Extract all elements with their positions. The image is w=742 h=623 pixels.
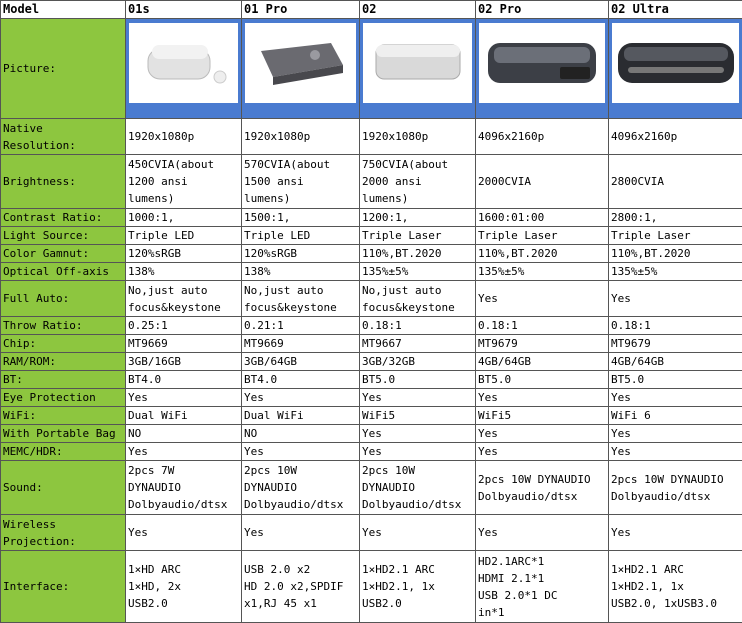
- spec-value: Yes: [360, 389, 476, 407]
- row-label: Sound:: [1, 461, 126, 515]
- spec-value: Yes: [242, 515, 360, 551]
- spec-value: 0.25:1: [126, 317, 242, 335]
- row-label: Throw Ratio:: [1, 317, 126, 335]
- spec-value: 0.18:1: [360, 317, 476, 335]
- spec-row: [1, 227, 742, 245]
- spec-value: 138%: [242, 263, 360, 281]
- spec-value: Dual WiFi: [242, 407, 360, 425]
- spec-value: Yes: [360, 515, 476, 551]
- projector-01pro-image: [245, 23, 356, 103]
- spec-value: HD2.1ARC*1 HDMI 2.1*1 USB 2.0*1 DC in*1: [476, 551, 609, 623]
- spec-value: USB 2.0 x2 HD 2.0 x2,SPDIF x1,RJ 45 x1: [242, 551, 360, 623]
- row-label: Native Resolution:: [1, 119, 126, 155]
- spec-value: 138%: [126, 263, 242, 281]
- spec-value: 0.18:1: [609, 317, 742, 335]
- model-label: Model: [1, 1, 126, 19]
- spec-value: Yes: [360, 425, 476, 443]
- spec-value: Triple Laser: [476, 227, 609, 245]
- model-name: 01s: [126, 1, 242, 19]
- picture-cell: [476, 19, 609, 119]
- spec-value: 1920x1080p: [242, 119, 360, 155]
- spec-value: BT5.0: [476, 371, 609, 389]
- spec-value: 1×HD2.1 ARC 1×HD2.1, 1x USB2.0: [360, 551, 476, 623]
- spec-value: Yes: [609, 389, 742, 407]
- spec-value: MT9669: [126, 335, 242, 353]
- spec-value: 0.18:1: [476, 317, 609, 335]
- spec-value: 1000:1,: [126, 209, 242, 227]
- spec-value: 2800:1,: [609, 209, 742, 227]
- row-label: Wireless Projection:: [1, 515, 126, 551]
- model-name: 02 Pro: [476, 1, 609, 19]
- spec-value: 1×HD ARC 1×HD, 2x USB2.0: [126, 551, 242, 623]
- spec-value: NO: [126, 425, 242, 443]
- spec-row: [1, 515, 742, 551]
- spec-value: MT9679: [609, 335, 742, 353]
- spec-row: [1, 155, 742, 209]
- spec-value: No,just auto focus&keystone: [242, 281, 360, 317]
- spec-value: Yes: [609, 425, 742, 443]
- projector-02ultra-image: [612, 23, 739, 103]
- model-name: 02: [360, 1, 476, 19]
- spec-value: 1×HD2.1 ARC 1×HD2.1, 1x USB2.0, 1xUSB3.0: [609, 551, 742, 623]
- spec-value: 1600:01:00: [476, 209, 609, 227]
- spec-row: [1, 245, 742, 263]
- spec-row: [1, 119, 742, 155]
- spec-value: 570CVIA(about 1500 ansi lumens): [242, 155, 360, 209]
- spec-value: 4GB/64GB: [609, 353, 742, 371]
- spec-value: Triple Laser: [609, 227, 742, 245]
- row-label: Optical Off-axis: [1, 263, 126, 281]
- row-label: Interface:: [1, 551, 126, 623]
- spec-value: Yes: [360, 443, 476, 461]
- row-label: Chip:: [1, 335, 126, 353]
- row-label: Brightness:: [1, 155, 126, 209]
- spec-row: [1, 209, 742, 227]
- spec-value: Yes: [476, 281, 609, 317]
- spec-value: 110%,BT.2020: [360, 245, 476, 263]
- spec-value: 135%±5%: [360, 263, 476, 281]
- spec-value: Yes: [609, 443, 742, 461]
- spec-value: BT4.0: [126, 371, 242, 389]
- spec-value: Triple LED: [242, 227, 360, 245]
- row-label: Light Source:: [1, 227, 126, 245]
- spec-row: [1, 353, 742, 371]
- spec-value: 2800CVIA: [609, 155, 742, 209]
- picture-cell: [609, 19, 742, 119]
- spec-value: Yes: [476, 425, 609, 443]
- spec-value: 110%,BT.2020: [476, 245, 609, 263]
- spec-row: [1, 263, 742, 281]
- picture-cell: [360, 19, 476, 119]
- spec-value: WiFi 6: [609, 407, 742, 425]
- row-label: With Portable Bag: [1, 425, 126, 443]
- spec-value: 2pcs 10W DYNAUDIO Dolbyaudio/dtsx: [476, 461, 609, 515]
- spec-value: Yes: [126, 515, 242, 551]
- spec-value: Dual WiFi: [126, 407, 242, 425]
- spec-value: BT5.0: [609, 371, 742, 389]
- spec-value: 2pcs 10W DYNAUDIO Dolbyaudio/dtsx: [609, 461, 742, 515]
- spec-value: Yes: [126, 443, 242, 461]
- spec-row: [1, 443, 742, 461]
- picture-row: [1, 19, 742, 119]
- spec-value: BT5.0: [360, 371, 476, 389]
- row-label: MEMC/HDR:: [1, 443, 126, 461]
- spec-value: 1920x1080p: [126, 119, 242, 155]
- spec-value: NO: [242, 425, 360, 443]
- spec-value: 3GB/32GB: [360, 353, 476, 371]
- spec-value: No,just auto focus&keystone: [360, 281, 476, 317]
- row-label: Contrast Ratio:: [1, 209, 126, 227]
- spec-value: WiFi5: [476, 407, 609, 425]
- spec-row: [1, 425, 742, 443]
- picture-cell: [126, 19, 242, 119]
- spec-value: Triple Laser: [360, 227, 476, 245]
- projector-02pro-image: [479, 23, 605, 103]
- projector-01s-image: [129, 23, 238, 103]
- spec-row: [1, 335, 742, 353]
- row-label: Eye Protection: [1, 389, 126, 407]
- model-name: 02 Ultra: [609, 1, 742, 19]
- spec-row: [1, 371, 742, 389]
- spec-value: 110%,BT.2020: [609, 245, 742, 263]
- spec-value: 1500:1,: [242, 209, 360, 227]
- spec-value: Yes: [476, 515, 609, 551]
- spec-value: Yes: [242, 443, 360, 461]
- spec-value: Yes: [126, 389, 242, 407]
- spec-value: 1920x1080p: [360, 119, 476, 155]
- spec-value: BT4.0: [242, 371, 360, 389]
- spec-value: No,just auto focus&keystone: [126, 281, 242, 317]
- spec-value: MT9667: [360, 335, 476, 353]
- spec-value: 2pcs 7W DYNAUDIO Dolbyaudio/dtsx: [126, 461, 242, 515]
- spec-value: 2pcs 10W DYNAUDIO Dolbyaudio/dtsx: [242, 461, 360, 515]
- spec-value: 3GB/16GB: [126, 353, 242, 371]
- row-label: BT:: [1, 371, 126, 389]
- spec-value: 1200:1,: [360, 209, 476, 227]
- spec-value: 120%sRGB: [126, 245, 242, 263]
- spec-value: 0.21:1: [242, 317, 360, 335]
- spec-row: [1, 551, 742, 623]
- spec-row: [1, 317, 742, 335]
- spec-row: [1, 407, 742, 425]
- spec-row: [1, 281, 742, 317]
- spec-value: 3GB/64GB: [242, 353, 360, 371]
- row-label: WiFi:: [1, 407, 126, 425]
- row-label: Picture:: [1, 19, 126, 119]
- spec-row: [1, 461, 742, 515]
- spec-value: 120%sRGB: [242, 245, 360, 263]
- row-label: Color Gamnut:: [1, 245, 126, 263]
- projector-02-image: [363, 23, 472, 103]
- spec-value: 2000CVIA: [476, 155, 609, 209]
- picture-cell: [242, 19, 360, 119]
- spec-value: 135%±5%: [609, 263, 742, 281]
- spec-value: Yes: [476, 443, 609, 461]
- spec-value: 450CVIA(about 1200 ansi lumens): [126, 155, 242, 209]
- header-row: [1, 1, 742, 19]
- spec-value: WiFi5: [360, 407, 476, 425]
- spec-row: [1, 389, 742, 407]
- spec-value: Yes: [476, 389, 609, 407]
- model-name: 01 Pro: [242, 1, 360, 19]
- spec-value: 4096x2160p: [609, 119, 742, 155]
- spec-value: 135%±5%: [476, 263, 609, 281]
- spec-value: 4GB/64GB: [476, 353, 609, 371]
- spec-value: Yes: [609, 281, 742, 317]
- spec-value: 2pcs 10W DYNAUDIO Dolbyaudio/dtsx: [360, 461, 476, 515]
- spec-value: Triple LED: [126, 227, 242, 245]
- spec-value: Yes: [609, 515, 742, 551]
- spec-value: 4096x2160p: [476, 119, 609, 155]
- spec-value: 750CVIA(about 2000 ansi lumens): [360, 155, 476, 209]
- spec-value: MT9679: [476, 335, 609, 353]
- spec-value: MT9669: [242, 335, 360, 353]
- row-label: Full Auto:: [1, 281, 126, 317]
- spec-value: Yes: [242, 389, 360, 407]
- row-label: RAM/ROM:: [1, 353, 126, 371]
